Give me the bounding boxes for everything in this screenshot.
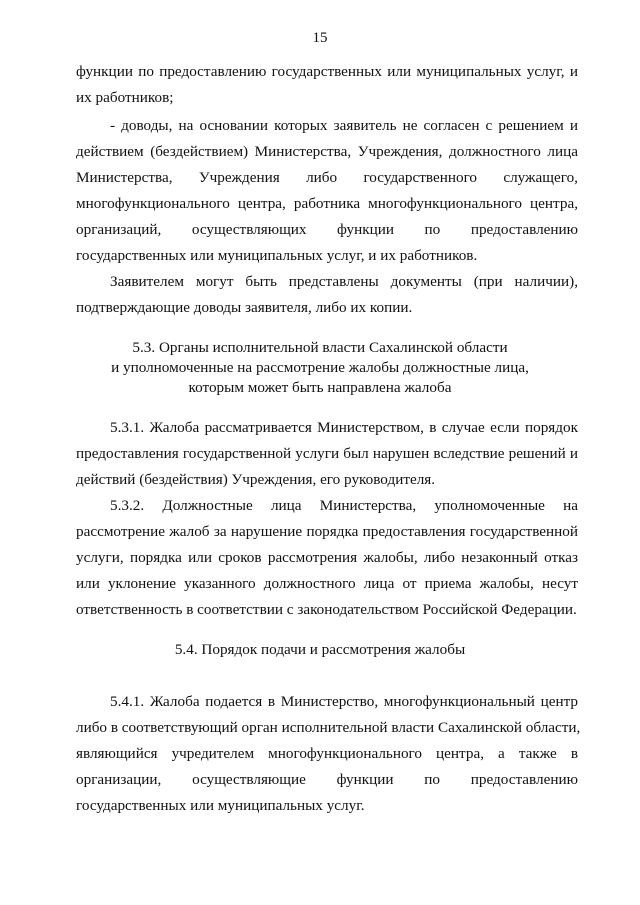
word: по	[424, 221, 441, 238]
paragraph-line	[76, 168, 578, 188]
word: Министерства,	[76, 169, 173, 186]
word: организаций,	[76, 221, 162, 238]
paragraph-line	[76, 770, 578, 790]
paragraph-line: государственных или муниципальных услуг.	[76, 797, 365, 814]
paragraph-line	[76, 744, 578, 764]
page-number: 15	[312, 30, 328, 46]
word: на	[563, 497, 578, 514]
word: являющийся	[76, 745, 158, 762]
section-heading: 5.3. Органы исполнительной власти Сахалинской области	[132, 339, 508, 356]
word: организации,	[76, 771, 162, 788]
section-heading: которым может быть направлена жалоба	[188, 379, 452, 396]
paragraph-line: ответственность в соответствии с законодательством Российской Федерации.	[76, 601, 577, 618]
paragraph-line: 5.3.1. Жалоба рассматривается Министерством, в случае если порядок	[110, 419, 578, 436]
word: по	[424, 771, 441, 788]
word: учредителем	[171, 745, 255, 762]
word: в	[570, 745, 578, 762]
word: 5.3.2.	[110, 497, 145, 514]
word: государственного	[363, 169, 478, 186]
word: также	[518, 745, 557, 762]
paragraph-line: действий (бездействия) Учреждения, его руководителя.	[76, 471, 436, 488]
paragraph-line: 5.4.1. Жалоба подается в Министерство, многофункциональный центр	[110, 693, 578, 710]
paragraph-line: услуги, порядка или сроков рассмотрения жалобы, либо незаконный отказ	[76, 549, 578, 566]
paragraph-line	[76, 220, 578, 240]
word: уполномоченные	[434, 497, 545, 514]
paragraph-line: многофункционального центра, работника многофункционального центра,	[76, 195, 578, 212]
paragraph-line	[110, 496, 578, 516]
paragraph-line: их работников;	[76, 89, 174, 106]
word: центра,	[436, 745, 484, 762]
word: либо	[306, 169, 338, 186]
word: осуществляющие	[192, 771, 306, 788]
paragraph-line: подтверждающие доводы заявителя, либо их копии.	[76, 299, 413, 316]
paragraph-line: или уклонение указанного должностного лица от приема жалобы, несут	[76, 575, 578, 592]
section-heading: и уполномоченные на рассмотрение жалобы должностные лица,	[111, 359, 529, 376]
word: многофункционального	[268, 745, 423, 762]
word: лица	[270, 497, 302, 514]
word: осуществляющих	[191, 221, 307, 238]
section-heading: 5.4. Порядок подачи и рассмотрения жалобы	[174, 641, 466, 658]
word: Министерства,	[319, 497, 417, 514]
paragraph-line: действием (бездействием) Министерства, Учреждения, должностного лица	[76, 143, 578, 160]
word: Учреждения	[198, 169, 280, 186]
word: служащего,	[503, 169, 578, 186]
word: функции	[337, 221, 394, 238]
word: функции	[336, 771, 394, 788]
paragraph-line: функции по предоставлению государственных или муниципальных услуг, и	[76, 63, 578, 80]
word: предоставлению	[470, 771, 578, 788]
word: а	[498, 745, 505, 762]
paragraph-line: предоставления государственной услуги был нарушен вследствие решений и	[76, 445, 578, 462]
paragraph-line: государственных или муниципальных услуг, и их работников.	[76, 247, 478, 264]
paragraph-line: - доводы, на основании которых заявитель не согласен с решением и	[110, 117, 578, 134]
paragraph-line: Заявителем могут быть представлены документы (при наличии),	[110, 273, 578, 290]
paragraph-line: либо в соответствующий орган исполнительной власти Сахалинской области,	[76, 719, 581, 736]
paragraph-line: рассмотрение жалоб за нарушение порядка предоставления государственной	[76, 523, 578, 540]
word: предоставлению	[470, 221, 578, 238]
word: Должностные	[162, 497, 253, 514]
